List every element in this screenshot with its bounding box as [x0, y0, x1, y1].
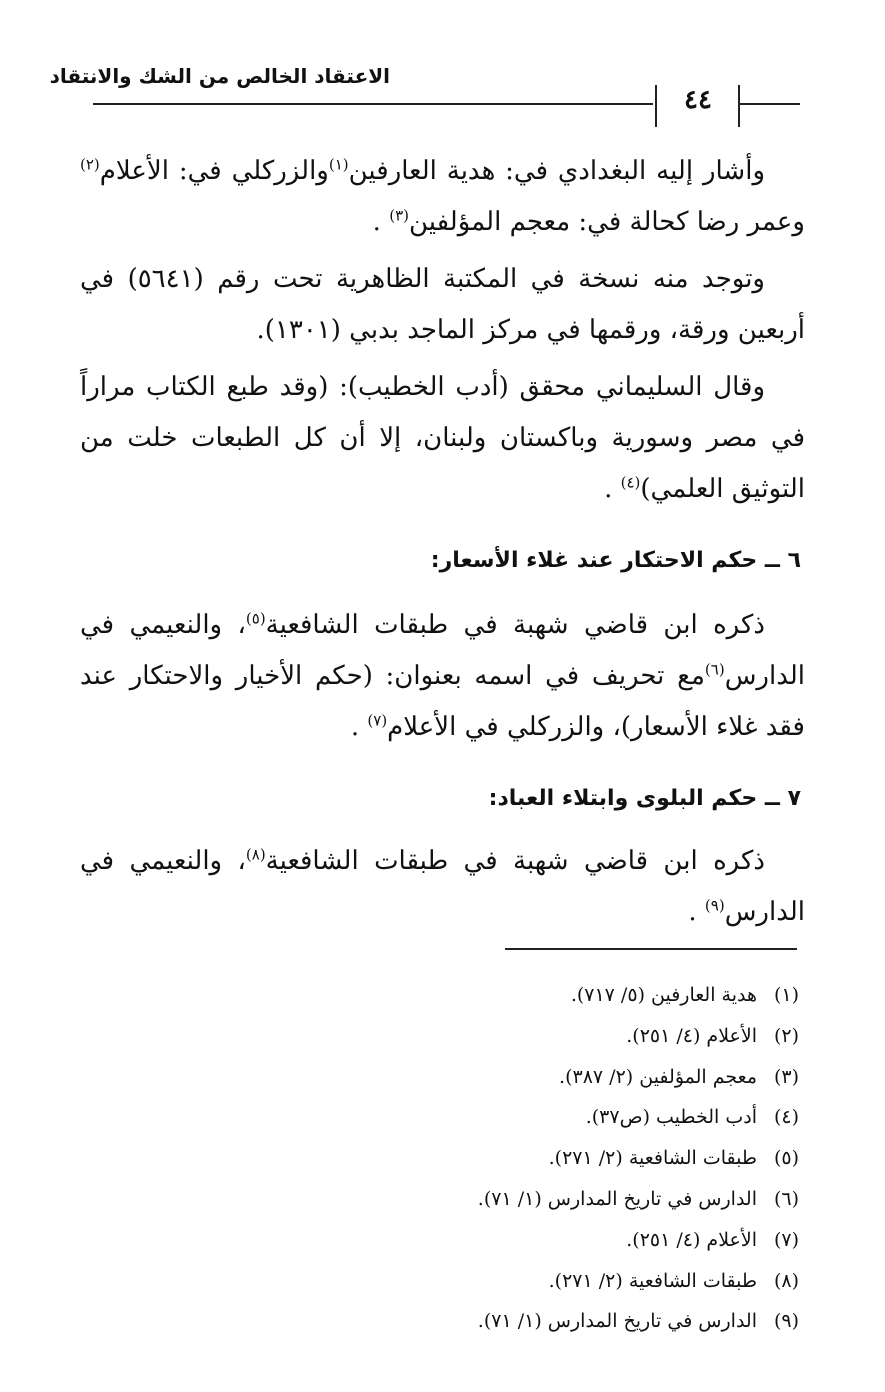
footnote-number: (١) — [773, 984, 799, 1006]
paragraph-5-text-b: ، والنعيمي في الدارس — [80, 846, 805, 927]
footnote-separator — [505, 948, 797, 950]
footnote-number: (٤) — [773, 1106, 799, 1129]
footnote-number: (٨) — [773, 1269, 799, 1292]
footnote-number: (٩) — [773, 1310, 799, 1333]
footnote-text: طبقات الشافعية (٢/ ٢٧١). — [548, 1269, 757, 1292]
footnote-ref-3: (٣) — [389, 206, 409, 225]
paragraph-1 — [80, 146, 805, 248]
footnote-text: الأعلام (٤/ ٢٥١). — [626, 1228, 757, 1251]
paragraph-4-text-a: ذكره ابن قاضي شهبة في طبقات الشافعية — [265, 610, 765, 640]
paragraph-4 — [80, 600, 805, 753]
footnote-ref-2: (٢) — [80, 155, 100, 174]
section-heading-7: ٧ ــ حكم البلوى وابتلاء العباد: — [488, 786, 801, 811]
paragraph-3 — [80, 362, 805, 515]
running-title: الاعتقاد الخالص من الشك والانتقاد — [49, 64, 390, 88]
paragraph-5-text-a: ذكره ابن قاضي شهبة في طبقات الشافعية — [265, 846, 765, 876]
footnote-text: الدارس في تاريخ المدارس (١/ ٧١). — [477, 1310, 757, 1333]
footnote-ref-5: (٥) — [245, 609, 266, 628]
paragraph-5-text-c: . — [688, 897, 705, 927]
footnote-ref-8: (٨) — [245, 845, 266, 864]
header-rule-left — [93, 103, 653, 105]
footnote-item — [478, 1261, 799, 1302]
footnote-text: الأعلام (٤/ ٢٥١). — [626, 1024, 757, 1047]
footnote-item — [478, 1179, 799, 1220]
section-heading-6: ٦ ــ حكم الاحتكار عند غلاء الأسعار: — [430, 548, 801, 573]
footnote-number: (٧) — [773, 1228, 799, 1251]
footnote-text: معجم المؤلفين (٢/ ٣٨٧). — [559, 1065, 757, 1088]
footnote-ref-7: (٧) — [367, 711, 388, 730]
paragraph-1-text-a: وأشار إليه البغدادي في: هدية العارفين — [348, 156, 765, 186]
page-number-divider-right — [738, 85, 740, 127]
paragraph-1-text-b: والزركلي في: الأعلام — [99, 156, 329, 186]
paragraph-3-text-b: . — [604, 474, 621, 504]
footnote-item — [478, 1301, 799, 1342]
page-number: ٤٤ — [684, 85, 712, 115]
paragraph-2-text: وتوجد منه نسخة في المكتبة الظاهرية تحت رقم (٥٦٤١) في أربعين ورقة، ورقمها في مركز الماجد بدبي (١٣٠١). — [80, 264, 805, 345]
footnote-item — [478, 1097, 799, 1138]
footnote-number: (٥) — [773, 1147, 799, 1170]
footnote-text: الدارس في تاريخ المدارس (١/ ٧١). — [477, 1187, 757, 1210]
footnote-number: (٦) — [773, 1187, 799, 1210]
footnote-number: (٢) — [773, 1024, 799, 1047]
footnote-ref-9: (٩) — [704, 896, 725, 915]
page-number-divider-left — [655, 85, 657, 127]
footnote-ref-1: (١) — [328, 155, 349, 174]
footnote-item — [478, 975, 799, 1016]
paragraph-1-text-c: وعمر رضا كحالة في: معجم المؤلفين — [408, 207, 805, 237]
paragraph-3-text-a: وقال السليماني محقق (أدب الخطيب): (وقد طبع الكتاب مراراً في مصر وسورية وباكستان ولبنان، إلا أن كل الطبعات خلت من التوثيق العلمي) — [80, 372, 805, 504]
footnote-text: هدية العارفين (٥/ ٧١٧). — [570, 984, 757, 1006]
paragraph-5 — [80, 836, 805, 938]
paragraph-4-text-c: مع تحريف في اسمه بعنوان: (حكم الأخيار والاحتكار عند فقد غلاء الأسعار)، والزركلي في الأعلام — [80, 661, 805, 742]
footnote-item — [478, 1057, 799, 1098]
footnote-number: (٣) — [773, 1065, 799, 1088]
footnote-item — [478, 1220, 799, 1261]
paragraph-4-text-b: ، والنعيمي في الدارس — [80, 610, 805, 691]
footnote-item — [478, 1138, 799, 1179]
footnote-text: أدب الخطيب (ص٣٧). — [585, 1106, 757, 1129]
paragraph-4-text-d: . — [350, 712, 368, 742]
header-rule-right — [740, 103, 800, 105]
footnote-ref-6: (٦) — [704, 660, 725, 679]
footnote-item — [478, 1016, 799, 1057]
footnote-ref-4: (٤) — [620, 473, 641, 492]
footnotes-list — [478, 975, 799, 1342]
paragraph-2 — [80, 254, 805, 356]
paragraph-1-text-d: . — [372, 207, 390, 237]
footnote-text: طبقات الشافعية (٢/ ٢٧١). — [548, 1147, 757, 1170]
